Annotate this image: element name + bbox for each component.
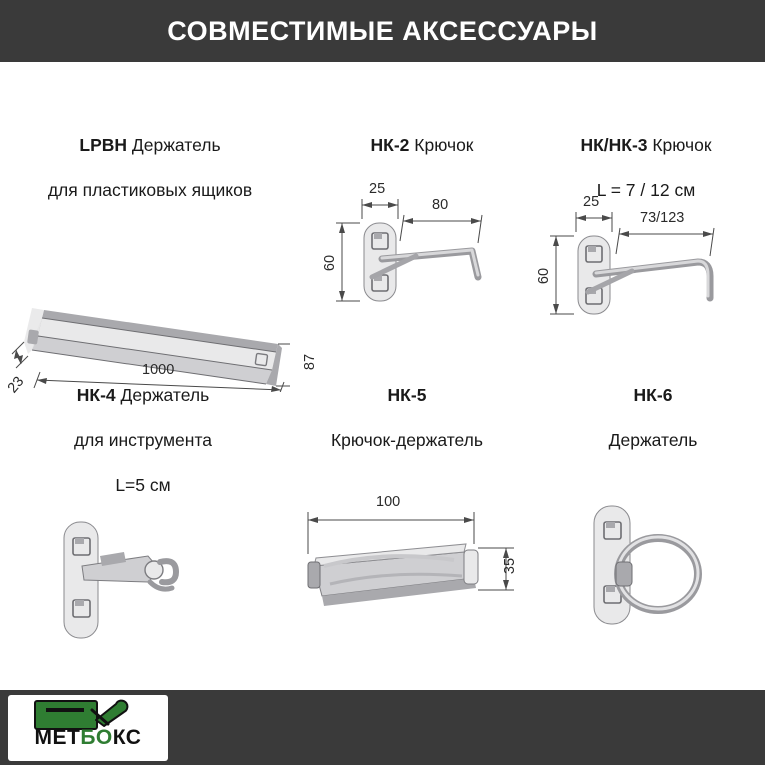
- item-nk4-name: Держатель: [115, 385, 210, 406]
- item-lpbh-title: [10, 112, 290, 202]
- nk4-drawing: [8, 512, 278, 672]
- item-nk4-subtitle: для инструмента: [73, 430, 213, 451]
- item-nk3-code: НК/НК-3: [580, 135, 648, 156]
- item-nk6-title: [548, 362, 758, 452]
- items-grid: [0, 62, 765, 690]
- item-nk4-length: L=5 см: [115, 474, 171, 495]
- nk3-dim-length: 73/123: [640, 209, 685, 226]
- item-nk4-figure: [8, 512, 278, 672]
- item-nk6-code: НК-6: [633, 385, 673, 406]
- item-nk2-title: [312, 112, 532, 157]
- lpbh-dim-height: 87: [302, 353, 319, 370]
- nk3-dim-height: 60: [536, 267, 553, 284]
- nk5-dim-length: 100: [376, 493, 401, 510]
- footer-bar: [0, 690, 765, 765]
- nk2-dim-height: 60: [322, 254, 339, 271]
- item-nk5-subtitle: Крючок-держатель: [330, 430, 484, 451]
- lpbh-dim-depth: 23: [4, 373, 28, 396]
- item-nk3-name: Крючок: [647, 135, 712, 156]
- item-nk3-subtitle: L = 7 / 12 см: [596, 180, 696, 201]
- item-nk2-code: НК-2: [370, 135, 410, 156]
- nk6-drawing: [548, 500, 758, 660]
- nk5-dim-height: 35: [502, 557, 519, 574]
- item-nk5: [278, 362, 536, 660]
- header-bar: [0, 0, 765, 62]
- item-nk2-figure: [312, 180, 532, 345]
- brand-name: МЕТБОКС: [34, 725, 142, 749]
- item-nk4: [8, 362, 278, 672]
- item-nk5-figure: [278, 493, 536, 660]
- wrench-icon: [90, 698, 134, 728]
- item-lpbh-subtitle: для пластиковых ящиков: [47, 180, 253, 201]
- item-lpbh-code: LPBH: [79, 135, 128, 156]
- item-nk6: [548, 362, 758, 660]
- nk2-dim-length: 80: [432, 196, 449, 213]
- item-nk2-name: Крючок: [409, 135, 474, 156]
- nk5-drawing: [278, 500, 536, 660]
- item-nk2: [312, 112, 532, 345]
- nk3-drawing: [530, 202, 762, 362]
- item-nk6-figure: [548, 500, 758, 660]
- brand-logo: [8, 695, 168, 761]
- item-nk3-title: [530, 112, 762, 202]
- nk2-dim-width: 25: [369, 180, 386, 197]
- lpbh-dim-length: 1000: [142, 361, 175, 378]
- item-nk3: [530, 112, 762, 362]
- page-title: СОВМЕСТИМЫЕ АКСЕССУАРЫ: [167, 15, 598, 46]
- item-nk5-code: НК-5: [387, 385, 427, 406]
- item-lpbh-name: Держатель: [127, 135, 221, 156]
- item-nk6-subtitle: Держатель: [608, 430, 698, 451]
- item-nk4-code: НК-4: [76, 385, 116, 406]
- item-nk3-figure: [530, 193, 762, 362]
- nk2-drawing: [312, 185, 532, 345]
- nk3-dim-width: 25: [583, 193, 600, 210]
- item-nk5-title: [278, 362, 536, 452]
- item-nk4-title: [8, 362, 278, 496]
